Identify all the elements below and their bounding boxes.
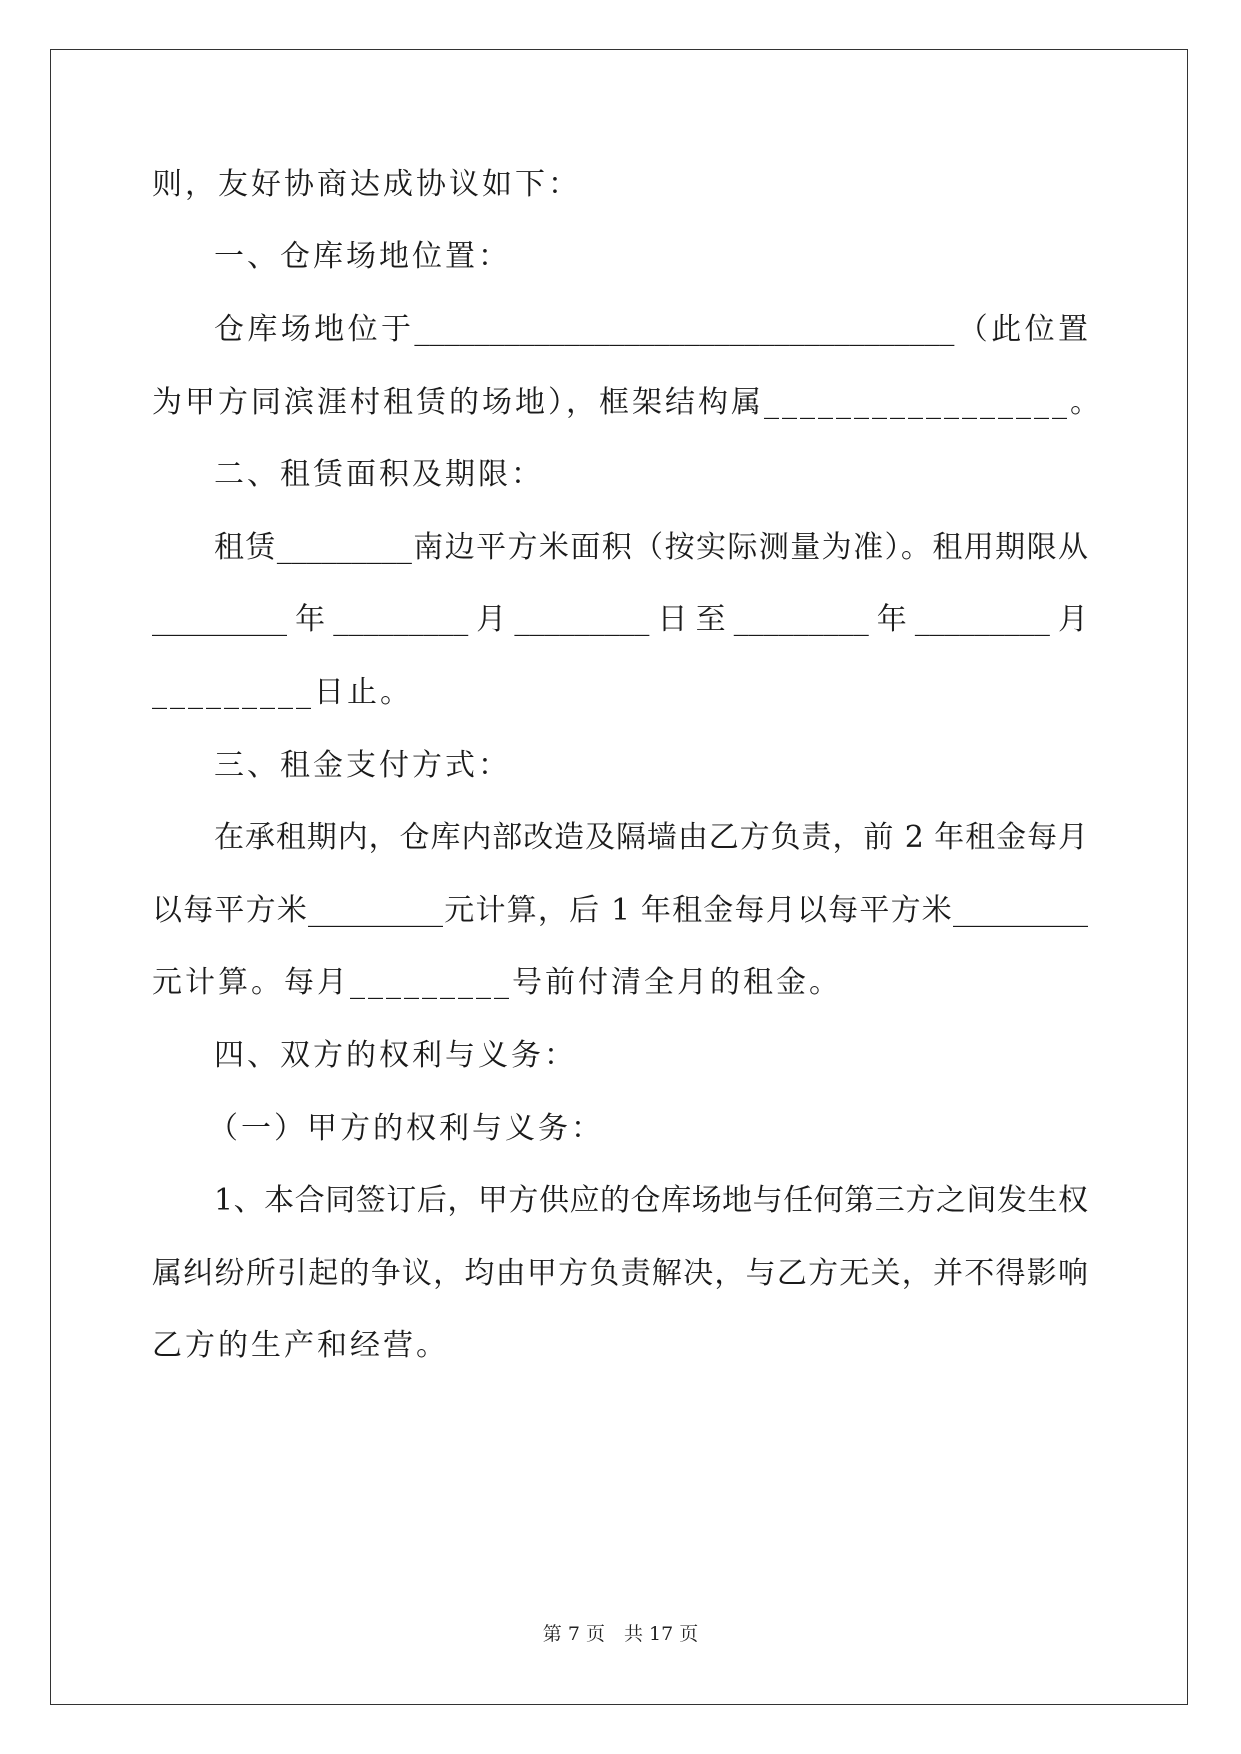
paragraph-line: 属纠纷所引起的争议，均由甲方负责解决，与乙方无关，并不得影响 (152, 1256, 1088, 1291)
section-heading: 四、双方的权利与义务： (214, 1038, 577, 1073)
section-heading: 二、租赁面积及期限： (214, 457, 544, 492)
page-number: 第 7 页 共 17 页 (542, 1623, 699, 1645)
paragraph-line: _________日止。 (152, 675, 413, 710)
paragraph-line: 元计算。每月_________号前付清全月的租金。 (152, 965, 842, 1000)
section-heading: 三、租金支付方式： (214, 748, 511, 783)
paragraph-line: 在承租期内，仓库内部改造及隔墙由乙方负责，前 2 年租金每月 (214, 820, 1088, 855)
paragraph-line: 为甲方同滨涯村租赁的场地），框架结构属_________________。 (152, 385, 1103, 420)
paragraph-line: 则，友好协商达成协议如下： (152, 167, 581, 202)
paragraph-line: 租赁_________南边平方米面积（按实际测量为准）。租用期限从 (214, 530, 1088, 565)
section-heading: 一、仓库场地位置： (214, 239, 511, 274)
paragraph-line: 1、本合同签订后，甲方供应的仓库场地与任何第三方之间发生权 (214, 1183, 1088, 1218)
paragraph-line: 乙方的生产和经营。 (152, 1328, 449, 1363)
paragraph-line: 仓库场地位于____________________________________（此位置 (214, 312, 1088, 347)
subsection-heading: （一）甲方的权利与义务： (208, 1111, 604, 1146)
page-border (50, 49, 1188, 1705)
paragraph-line: _________年_________月_________日至_________年_________月 (152, 602, 1088, 637)
paragraph-line: 以每平方米_________元计算，后 1 年租金每月以每平方米_________ (152, 893, 1088, 928)
